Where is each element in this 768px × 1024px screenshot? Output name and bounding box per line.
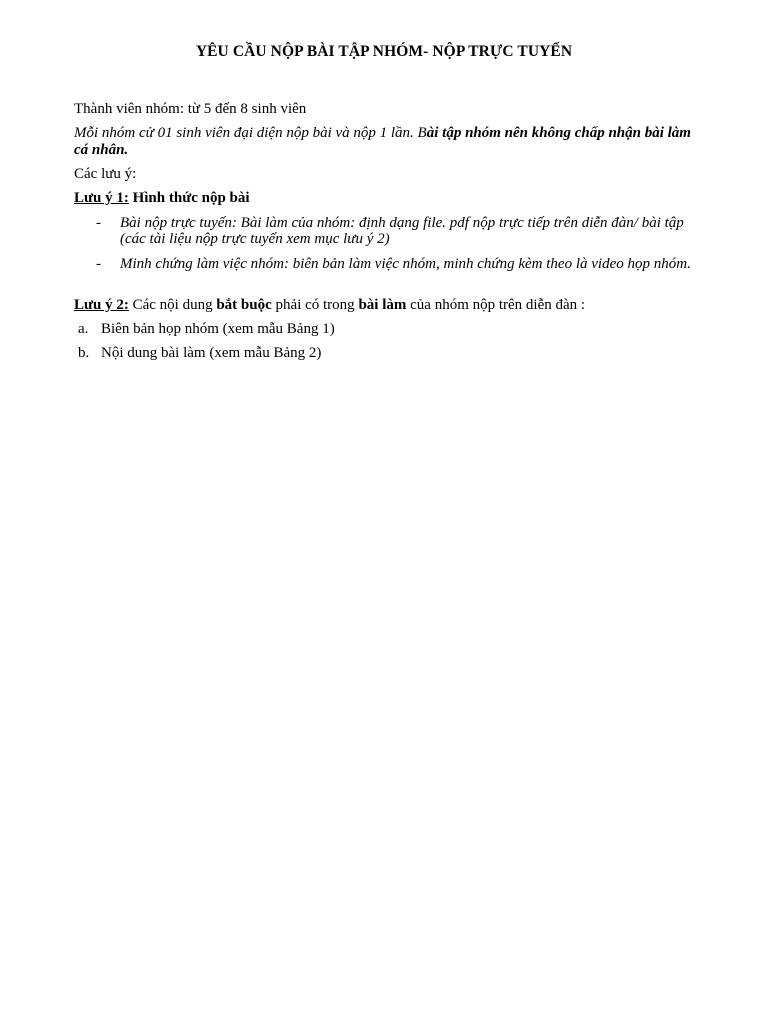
note-2-text: của nhóm nộp trên diễn đàn :: [406, 297, 586, 313]
bullet-marker: -: [96, 215, 101, 231]
note-2-line: [74, 297, 694, 314]
note-2-label: Lưu ý 2:: [74, 297, 129, 313]
bullet-item-teamwork-evidence: Minh chứng làm việc nhóm: biên bản làm việc nhóm, minh chứng kèm theo là video họp nhóm.: [120, 256, 691, 272]
document-title: YÊU CẦU NỘP BÀI TẬP NHÓM- NỘP TRỰC TUYẾN: [195, 43, 573, 60]
note-2-text: Các nội dung: [128, 297, 217, 313]
note-1-heading: [74, 190, 694, 207]
submission-rule: [74, 125, 694, 159]
note-2-text: phải có trong: [271, 297, 359, 313]
submission-rule-bold: ài tập nhóm nên không chấp nhận bài làm cá nhân.: [74, 125, 691, 158]
notes-label: Các lưu ý:: [74, 166, 137, 182]
note-2-emphasis: bắt buộc: [216, 297, 272, 313]
bullet-marker: -: [96, 256, 101, 272]
list-item: Biên bản họp nhóm (xem mẫu Bảng 1): [101, 321, 335, 337]
list-item: Nội dung bài làm (xem mẫu Bảng 2): [101, 345, 322, 361]
note-1-label: Lưu ý 1:: [74, 190, 129, 206]
submission-rule-italic: Mỗi nhóm cử 01 sinh viên đại diện nộp bài và nộp 1 lần. B: [74, 125, 427, 141]
list-marker: a.: [78, 321, 89, 337]
list-marker: b.: [78, 345, 90, 361]
bullet-item-online-submission: Bài nộp trực tuyến: Bài làm của nhóm: định dạng file. pdf nộp trực tiếp trên diễn đàn/ bài tập (các tài liệu nộp trực tuyến xem mục lưu ý 2): [120, 215, 684, 247]
members-line: Thành viên nhóm: từ 5 đến 8 sinh viên: [74, 101, 307, 117]
note-1-title: Hình thức nộp bài: [132, 190, 250, 206]
note-2-emphasis: bài làm: [358, 297, 407, 313]
